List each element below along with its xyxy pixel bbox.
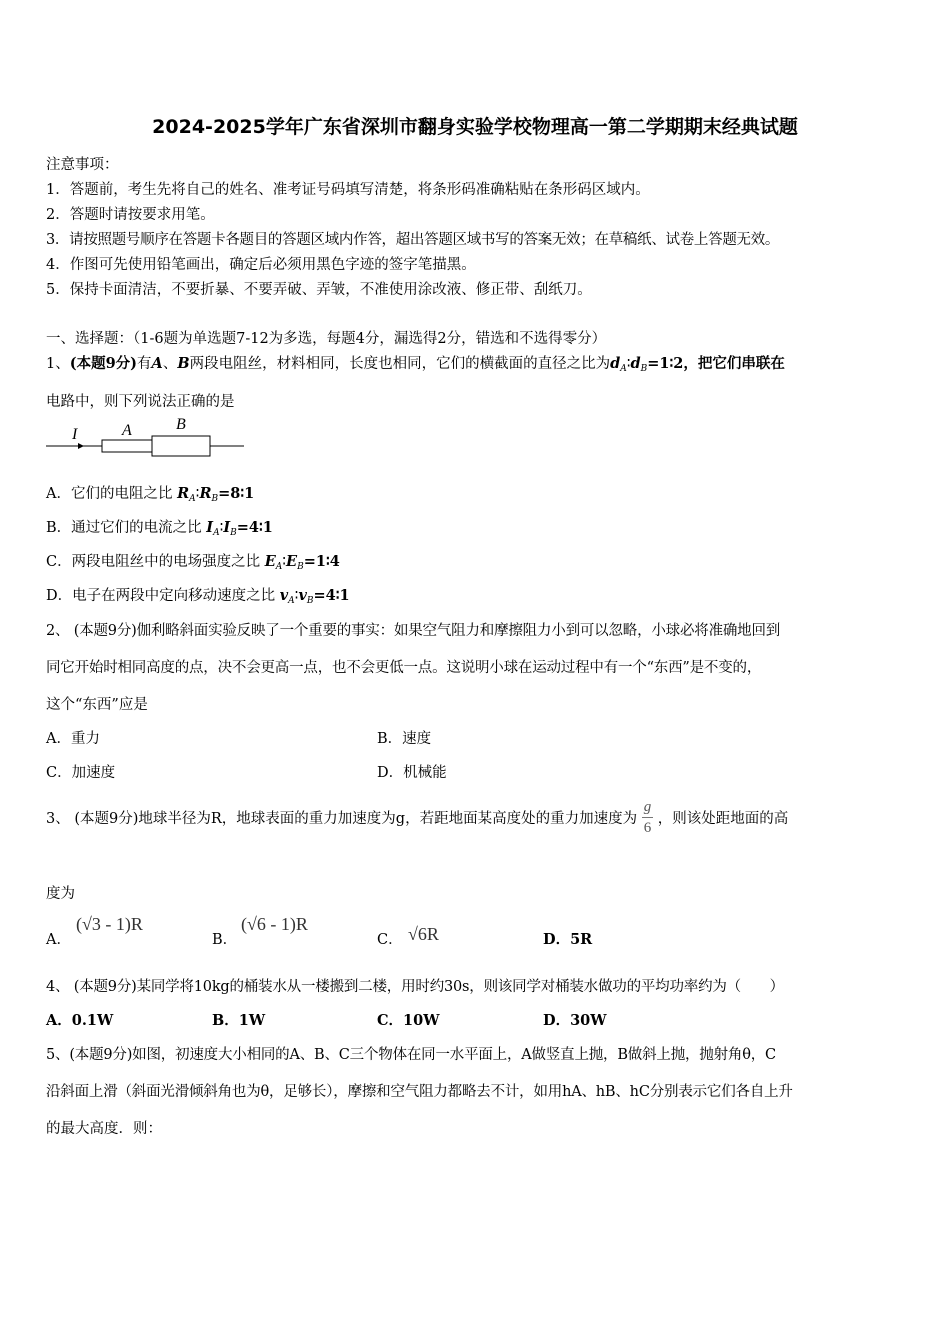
notice-item: 5．保持卡面清洁，不要折暴、不要弄破、弄皱，不准使用涂改液、修正带、刮纸刀。 (46, 282, 592, 298)
circuit-diagram (46, 413, 251, 463)
resistor-b (152, 436, 210, 456)
option-b-expression: (√6 - 1)R (241, 914, 308, 934)
notice-item: 4．作图可先使用铅笔画出，确定后必须用黑色字迹的签字笔描黑。 (46, 257, 476, 273)
question-1-option-c: C．两段电阻丝中的电场强度之比 $E_A∶E_B=1∶4$ (46, 553, 340, 572)
question-5-line-2: 沿斜面上滑（斜面光滑倾斜角也为θ，足够长），摩擦和空气阻力都略去不计，如用hA、hB、hC分别表示它们各自上升 (46, 1084, 793, 1100)
resistor-a (102, 440, 152, 452)
notice-heading: 注意事项： (46, 157, 119, 173)
question-2-line-2: 同它开始时相同高度的点，决不会更高一点，也不会更低一点。这说明小球在运动过程中有一个“东西”是不变的， (46, 660, 762, 676)
page-title: 2024-2025学年广东省深圳市翻身实验学校物理高一第二学期期末经典试题 (152, 116, 798, 138)
question-4-option-c: C．10W (377, 1012, 440, 1029)
fraction-g-over-6: $\frac{g}{6}$ (643, 799, 652, 836)
question-3-option-b: B． (212, 932, 238, 948)
current-arrow-icon (78, 443, 84, 449)
resistor-b-label: B (176, 416, 186, 433)
option-c-expression: √6R (408, 924, 439, 944)
question-4-line-1: 4、 (本题9分)某同学将10kg的桶装水从一楼搬到二楼，用时约30s，则该同学对桶装水做功的平均功率约为（ ） (46, 979, 784, 995)
question-1-option-a: A．它们的电阻之比 $R_A∶R_B=8∶1$ (46, 485, 255, 504)
resistor-a-label: A (122, 422, 132, 439)
question-5-line-1: 5、(本题9分)如图，初速度大小相同的A、B、C三个物体在同一水平面上，A做竖直上抛，B做斜上抛，抛射角θ，C (46, 1047, 776, 1063)
question-1-line-1: 1、(本题9分)有A、B两段电阻丝，材料相同，长度也相同，它们的横截面的直径之比为$d_A∶d_B=1∶2$，把它们串联在 (46, 355, 785, 374)
question-2-option-a: A．重力 (46, 731, 100, 747)
question-2-option-d: D．机械能 (377, 765, 447, 781)
question-4-option-b: B．1W (212, 1012, 266, 1029)
question-1-line-2: 电路中，则下列说法正确的是 (46, 394, 235, 410)
notice-item: 1．答题前，考生先将自己的姓名、准考证号码填写清楚，将条形码准确粘贴在条形码区域内。 (46, 182, 650, 198)
question-1-option-d: D．电子在两段中定向移动速度之比 $v_A∶v_B=4∶1$ (46, 587, 350, 606)
question-2-option-c: C．加速度 (46, 765, 116, 781)
question-2-option-b: B．速度 (377, 731, 432, 747)
question-4-option-d: D．30W (543, 1012, 607, 1029)
question-5-line-3: 的最大高度．则： (46, 1121, 162, 1137)
notice-item: 2．答题时请按要求用笔。 (46, 207, 215, 223)
question-3-option-c: C． (377, 932, 403, 948)
option-a-expression: (√3 - 1)R (76, 914, 143, 934)
question-3-line-1: 3、 (本题9分)地球半径为R，地球表面的重力加速度为g，若距地面某高度处的重力加速度为 $\frac{g}{6}$ ，则该处距地面的高 (46, 799, 789, 836)
question-3-line-2: 度为 (46, 886, 75, 902)
question-1-option-b: B．通过它们的电流之比 $I_A∶I_B=4∶1$ (46, 519, 273, 538)
notice-item: 3．请按照题号顺序在答题卡各题目的答题区域内作答，超出答题区域书写的答案无效；在草稿纸、试卷上答题无效。 (46, 232, 780, 248)
question-4-option-a: A．0.1W (46, 1012, 114, 1029)
section-heading: 一、选择题：（1-6题为单选题7-12为多选，每题4分，漏选得2分，错选和不选得零分） (46, 331, 607, 347)
current-label: I (72, 426, 78, 443)
question-3-option-d: D．5R (543, 931, 593, 948)
question-2-line-3: 这个“东西”应是 (46, 697, 148, 713)
question-2-line-1: 2、 (本题9分)伽利略斜面实验反映了一个重要的事实：如果空气阻力和摩擦阻力小到可以忽略，小球必将准确地回到 (46, 623, 781, 639)
question-3-option-a: A． (46, 932, 71, 948)
